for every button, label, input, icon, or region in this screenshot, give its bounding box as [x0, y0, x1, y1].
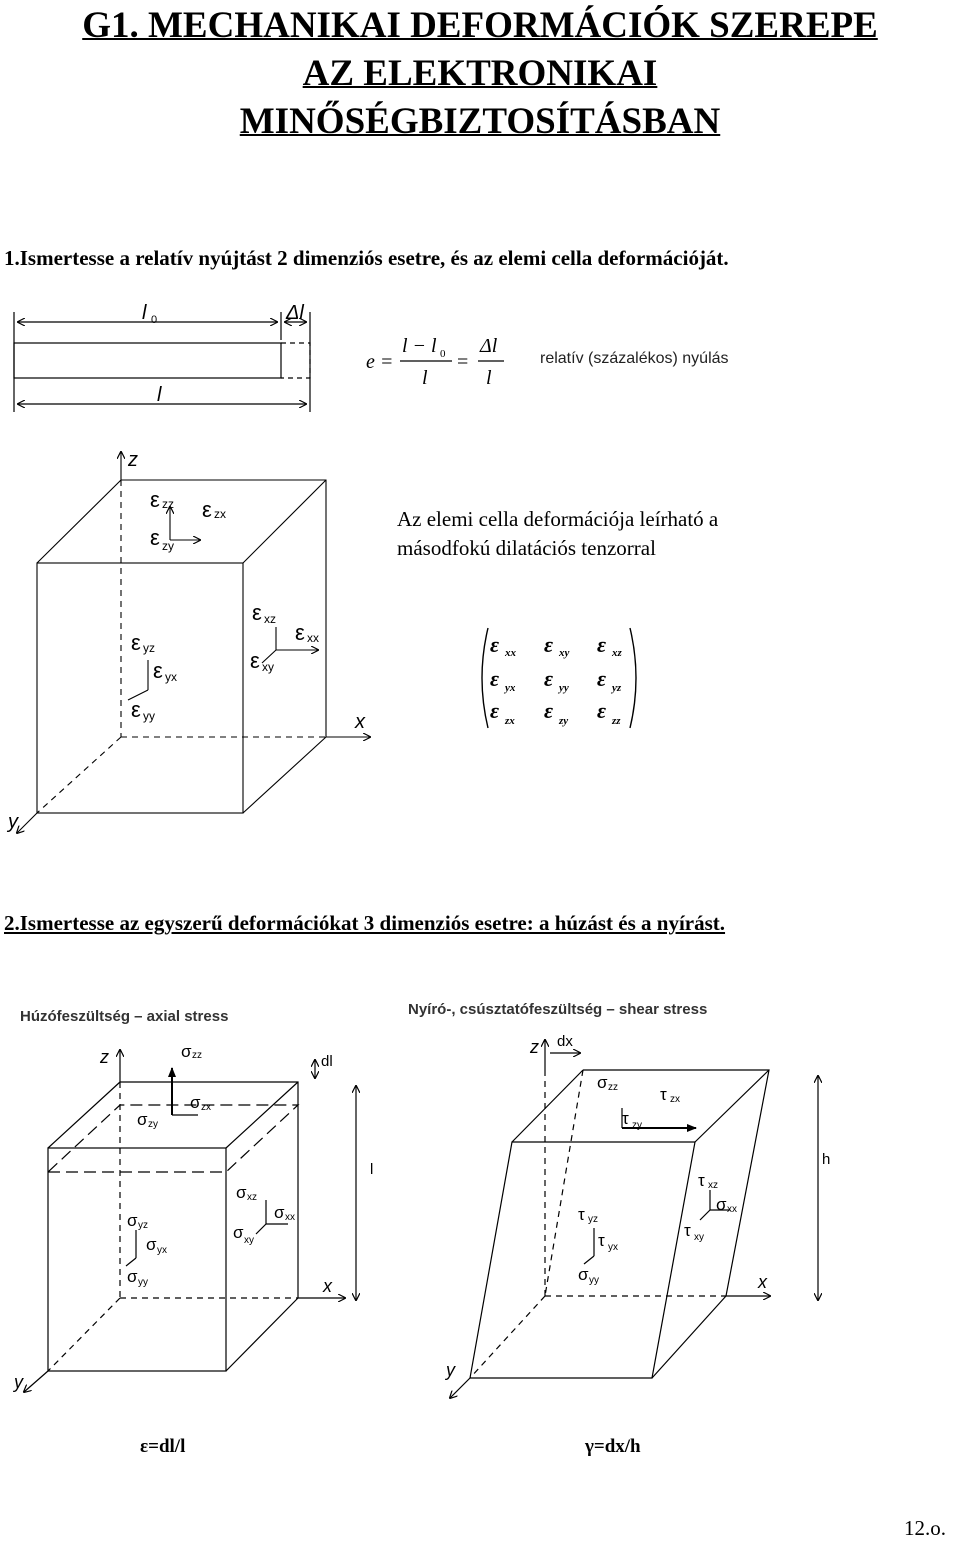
- eps-yx-symbol: ε: [153, 658, 163, 683]
- shear-sigma-yy: σ: [578, 1265, 589, 1284]
- axial-formula: ε=dl/l: [140, 1436, 186, 1457]
- eps-zy-sub: zy: [162, 539, 174, 553]
- formula-den1: l: [422, 367, 428, 389]
- formula-num1: l − l: [402, 335, 437, 357]
- shear-sigma-xx-sub: xx: [727, 1204, 737, 1215]
- axial-labels: [12, 1042, 373, 1457]
- shear-edge-tl: [512, 1070, 583, 1142]
- shear-sigma-zz-sub: zz: [608, 1082, 618, 1093]
- tensor-r2c3-sub: yz: [612, 682, 622, 694]
- tensor-r1c2: ε: [544, 632, 554, 657]
- eps-zy-symbol: ε: [150, 525, 160, 550]
- formula-eq: =: [457, 351, 469, 373]
- shear-sigma-yy-sub: yy: [589, 1275, 599, 1286]
- tensor-r1c1: ε: [490, 632, 500, 657]
- shear-tau-yx: τ: [598, 1231, 605, 1250]
- shear-h-label: h: [822, 1151, 831, 1168]
- tensor-r2c1-sub: yx: [505, 682, 516, 694]
- shear-heading: Nyíró-, csúsztatófeszültség – shear stress: [408, 1001, 708, 1018]
- eps-yy-sub: yy: [143, 709, 155, 723]
- shear-labels: [444, 1033, 830, 1457]
- tensor-r2c1: ε: [490, 666, 500, 691]
- axial-sigma-xz: σ: [236, 1183, 247, 1202]
- eps-xy-symbol: ε: [250, 648, 260, 673]
- eps-xz-sub: xz: [264, 612, 276, 626]
- cube-edge-top-left: [37, 480, 121, 563]
- l0-subscript: 0: [151, 314, 158, 326]
- axial-sigma-zy-sub: zy: [148, 1119, 158, 1130]
- eps-yz-sub: yz: [143, 641, 155, 655]
- question-1: 1.Ismertesse a relatív nyújtást 2 dimenziós esetre, és az elemi cella deformációját.: [4, 246, 729, 270]
- shear-tau-xz-sub: xz: [708, 1180, 718, 1191]
- shear-cube: [450, 1040, 818, 1398]
- axial-edge-br: [226, 1298, 298, 1371]
- l0-label: l: [142, 302, 147, 324]
- strain-y-axis-label: y: [8, 811, 18, 833]
- shear-z-label: z: [530, 1037, 539, 1057]
- axial-sigma-xy-sub: xy: [244, 1235, 254, 1246]
- axial-sigma-yz-sub: yz: [138, 1220, 148, 1231]
- axial-sigma-yx: σ: [146, 1235, 157, 1254]
- tensor-r1c3-sub: xz: [612, 647, 622, 659]
- bar-extension: [281, 343, 310, 378]
- shear-right-marker-d: [700, 1210, 710, 1220]
- title-line-2: AZ ELEKTRONIKAI: [302, 53, 658, 94]
- tensor-r2c2-sub: yy: [559, 682, 569, 694]
- question-2: 2.Ismertesse az egyszerű deformációkat 3 dimenziós esetre: a húzást és a nyírást.: [4, 911, 726, 935]
- bar-diagram: [14, 312, 310, 412]
- tensor-r3c3: ε: [597, 698, 607, 723]
- tensor-r1c2-sub: xy: [559, 647, 570, 659]
- strain-formula: [366, 335, 729, 389]
- eps-yy-symbol: ε: [131, 697, 141, 722]
- axial-hidden-d: [48, 1298, 120, 1371]
- tensor-description-line-1: Az elemi cella deformációja leírható a: [397, 507, 719, 531]
- shear-edge-br: [652, 1296, 726, 1378]
- axial-sigma-zz-sub: zz: [192, 1050, 202, 1061]
- tensor-r3c1-sub: zx: [505, 715, 515, 727]
- axial-sigma-zy: σ: [137, 1110, 148, 1129]
- tensor-description-line-2: másodfokú dilatációs tenzorral: [397, 536, 656, 560]
- axial-sigma-yy-sub: yy: [138, 1277, 148, 1288]
- shear-hidden-d: [470, 1296, 545, 1378]
- formula-den2: l: [486, 367, 492, 389]
- axial-sigma-yx-sub: yx: [157, 1245, 167, 1256]
- shear-dx-label: dx: [557, 1033, 573, 1050]
- tensor-right-paren: [630, 628, 636, 728]
- shear-sigma-xx: σ: [716, 1195, 727, 1214]
- shear-tau-xy: τ: [684, 1221, 691, 1240]
- axial-z-label: z: [100, 1047, 109, 1067]
- axial-heading: Húzófeszültség – axial stress: [20, 1008, 229, 1025]
- axial-sigma-xy: σ: [233, 1223, 244, 1242]
- shear-tau-xz: τ: [698, 1171, 705, 1190]
- cube-edge-bottom-right: [243, 737, 326, 813]
- formula-num2: Δl: [480, 335, 498, 357]
- bar-original: [14, 343, 281, 378]
- eps-zx-sub: zx: [214, 507, 226, 521]
- eps-xx-symbol: ε: [295, 620, 305, 645]
- formula-e: e =: [366, 351, 394, 373]
- eps-xy-sub: xy: [262, 660, 274, 674]
- axial-sigma-zx: σ: [190, 1093, 201, 1112]
- shear-front-marker-d: [584, 1256, 594, 1264]
- axial-dl-label: dl: [321, 1053, 333, 1070]
- cube-front-face: [37, 563, 243, 813]
- axial-sigma-yz: σ: [127, 1211, 138, 1230]
- formula-num1-sub: 0: [440, 348, 446, 360]
- axial-l-label: l: [370, 1161, 374, 1178]
- strain-z-axis-label: z: [128, 449, 138, 471]
- axial-x-label: x: [323, 1276, 332, 1296]
- shear-tau-zx: τ: [660, 1085, 667, 1104]
- eps-xz-symbol: ε: [252, 600, 262, 625]
- page-number: 12.o.: [904, 1516, 946, 1540]
- tensor-left-paren: [482, 628, 488, 728]
- shear-tau-zy-sub: zy: [632, 1120, 642, 1131]
- eps-yz-symbol: ε: [131, 630, 141, 655]
- tensor-r1c1-sub: xx: [505, 647, 516, 659]
- title-line-3: MINŐSÉGBIZTOSÍTÁSBAN: [239, 101, 721, 142]
- eps-zz-symbol: ε: [150, 487, 160, 512]
- dl-label: Δl: [286, 302, 304, 324]
- tensor-r3c2-sub: zy: [559, 715, 569, 727]
- shear-tau-xy-sub: xy: [694, 1232, 704, 1243]
- strain-x-axis-label: x: [355, 711, 365, 733]
- tensor-r2c3: ε: [597, 666, 607, 691]
- axial-front-face: [48, 1148, 226, 1371]
- axial-sigma-zx-sub: zx: [201, 1102, 211, 1113]
- axial-sigma-zz: σ: [181, 1042, 192, 1061]
- axial-y-label: y: [14, 1372, 23, 1392]
- shear-front-face: [470, 1142, 695, 1378]
- axial-sigma-xx: σ: [274, 1203, 285, 1222]
- shear-tau-yz-sub: yz: [588, 1214, 598, 1225]
- shear-formula: γ=dx/h: [585, 1436, 641, 1457]
- title-line-1: G1. MECHANIKAI DEFORMÁCIÓK SZEREPE: [82, 5, 878, 46]
- shear-hidden-v: [545, 1070, 583, 1296]
- shear-x-label: x: [758, 1272, 767, 1292]
- tensor-description: [397, 505, 718, 563]
- shear-tau-yz: τ: [578, 1205, 585, 1224]
- eps-zx-symbol: ε: [202, 497, 212, 522]
- axial-y-axis: [24, 1371, 48, 1392]
- axial-sigma-xx-sub: xx: [285, 1212, 295, 1223]
- cube-hidden-diagonal: [37, 737, 121, 813]
- axial-sigma-yy: σ: [127, 1267, 138, 1286]
- shear-y-axis: [450, 1378, 470, 1398]
- eps-yx-sub: yx: [165, 670, 177, 684]
- shear-tau-zx-sub: zx: [670, 1094, 680, 1105]
- tensor-r1c3: ε: [597, 632, 607, 657]
- tensor-r2c2: ε: [544, 666, 554, 691]
- eps-xx-sub: xx: [307, 631, 319, 645]
- shear-sigma-zz: σ: [597, 1073, 608, 1092]
- eps-zz-sub: zz: [162, 497, 174, 511]
- tensor-r3c2: ε: [544, 698, 554, 723]
- cube-edge-top-right: [243, 480, 326, 563]
- tensor-r3c3-sub: zz: [612, 715, 621, 727]
- formula-caption: relatív (százalékos) nyúlás: [540, 350, 729, 367]
- strain-tensor: [482, 628, 636, 728]
- l-label: l: [157, 384, 162, 406]
- y-axis: [17, 813, 37, 833]
- axial-front-marker-d: [126, 1258, 136, 1266]
- tensor-r3c1: ε: [490, 698, 500, 723]
- shear-tau-yx-sub: yx: [608, 1242, 618, 1253]
- shear-y-label: y: [446, 1360, 455, 1380]
- axial-sigma-xz-sub: xz: [247, 1192, 257, 1203]
- strain-cube-labels: [131, 487, 319, 723]
- shear-tau-zy: τ: [622, 1109, 629, 1128]
- axial-right-marker-d: [256, 1224, 266, 1234]
